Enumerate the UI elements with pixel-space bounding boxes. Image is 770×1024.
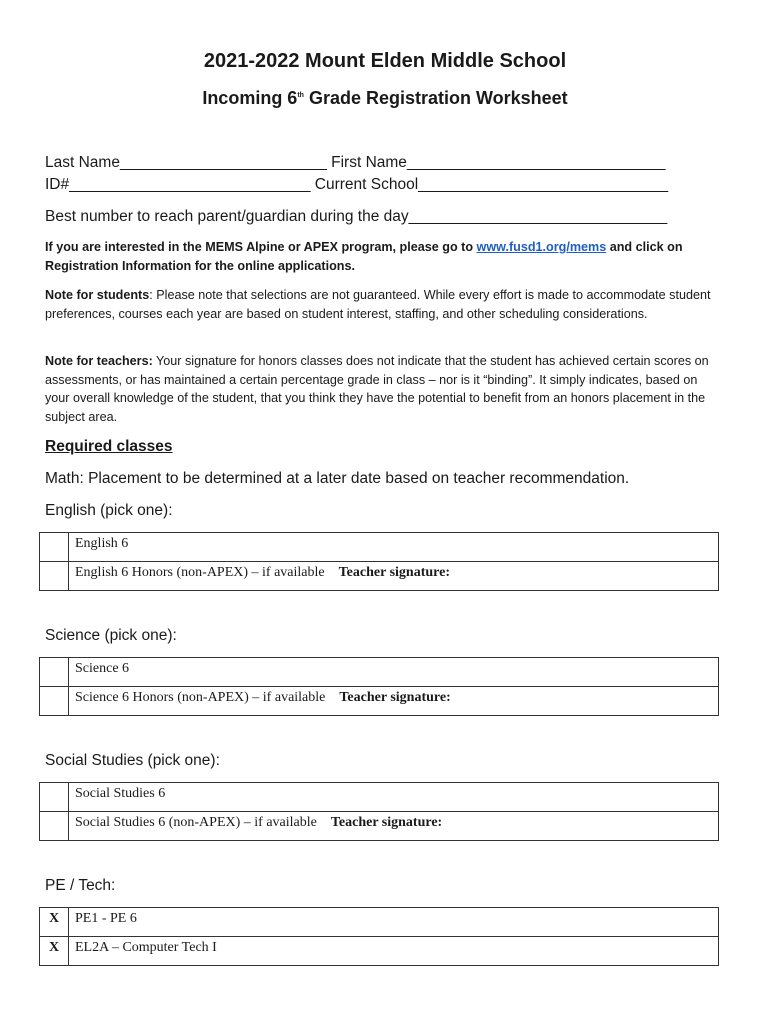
table-row	[40, 783, 719, 812]
name-field-line[interactable]: Last Name________________________ First Name______________________________	[45, 154, 666, 171]
option-name: Science 6	[75, 661, 130, 676]
id-school-field-line[interactable]: ID#____________________________ Current School_____________________________	[45, 176, 669, 193]
table-row	[40, 658, 719, 687]
table-row	[40, 937, 719, 966]
english-6-checkbox[interactable]	[40, 533, 69, 562]
social-studies-label: Social Studies (pick one):	[45, 752, 220, 769]
science-label: Science (pick one):	[45, 627, 177, 644]
science-options-table	[39, 657, 719, 716]
teacher-signature-label: Teacher signature:	[330, 815, 443, 830]
subtitle-post: Grade Registration Worksheet	[303, 88, 568, 108]
pe-tech-options-table	[39, 907, 719, 966]
students-note-text: : Please note that selections are not guaranteed. While every effort is made to accommodate student preferences, courses each year are based on student interest, staffing, and other scheduling considerations.	[45, 288, 711, 321]
option-name: EL2A – Computer Tech I	[75, 940, 217, 955]
option-cell	[69, 812, 719, 841]
option-cell	[69, 687, 719, 716]
option-cell	[69, 562, 719, 591]
mems-link[interactable]: www.fusd1.org/mems	[476, 240, 607, 254]
table-row	[40, 533, 719, 562]
teacher-signature-label: Teacher signature:	[338, 565, 450, 580]
option-cell	[69, 783, 719, 812]
option-cell	[69, 658, 719, 687]
option-cell	[69, 937, 719, 966]
social-studies-6-nonapex-checkbox[interactable]	[40, 812, 69, 841]
social-studies-6-checkbox[interactable]	[40, 783, 69, 812]
math-note: Math: Placement to be determined at a later date based on teacher recommendation.	[45, 470, 630, 487]
page-subtitle	[0, 88, 770, 109]
pe-6-checkbox[interactable]: X	[40, 908, 69, 937]
table-row	[40, 687, 719, 716]
english-options-table	[39, 532, 719, 591]
option-name: Social Studies 6 (non-APEX) – if available	[75, 815, 317, 830]
option-name: Science 6 Honors (non-APEX) – if available	[75, 690, 326, 705]
students-note-label: Note for students	[45, 288, 150, 302]
teachers-note	[45, 352, 725, 426]
programs-note-pre: If you are interested in the MEMS Alpine or APEX program, please go to	[45, 240, 477, 254]
pe-tech-label: PE / Tech:	[45, 877, 116, 894]
teachers-note-text: Your signature for honors classes does not indicate that the student has achieved certain scores on assessments, or has maintained a certain percentage grade in class – nor is it “binding”. It simply indicates, based on your overall knowledge of the student, that you think they have the potential to benefit from an honors placement in the subject area.	[45, 354, 709, 424]
table-row	[40, 908, 719, 937]
option-cell	[69, 908, 719, 937]
option-name: English 6 Honors (non-APEX) – if available	[75, 565, 325, 580]
page-title: 2021-2022 Mount Elden Middle School	[203, 50, 567, 72]
teacher-signature-label: Teacher signature:	[339, 690, 451, 705]
programs-note	[45, 238, 725, 275]
table-row	[40, 562, 719, 591]
students-note	[45, 286, 725, 323]
required-classes-heading: Required classes	[45, 438, 173, 455]
table-row	[40, 812, 719, 841]
subtitle-pre: Incoming 6	[202, 88, 298, 108]
subtitle-superscript: th	[297, 92, 304, 99]
science-6-checkbox[interactable]	[40, 658, 69, 687]
english-6-honors-checkbox[interactable]	[40, 562, 69, 591]
teachers-note-label: Note for teachers:	[45, 354, 153, 368]
phone-field-line[interactable]: Best number to reach parent/guardian during the day______________________________	[45, 208, 668, 225]
option-name: PE1 - PE 6	[75, 911, 137, 926]
english-label: English (pick one):	[45, 502, 173, 519]
computer-tech-checkbox[interactable]: X	[40, 937, 69, 966]
option-name: Social Studies 6	[75, 786, 166, 801]
option-cell	[69, 533, 719, 562]
programs-note-post: and click on Registration Information for the online applications.	[45, 240, 683, 273]
social-studies-options-table	[39, 782, 719, 841]
option-name: English 6	[75, 536, 129, 551]
science-6-honors-checkbox[interactable]	[40, 687, 69, 716]
